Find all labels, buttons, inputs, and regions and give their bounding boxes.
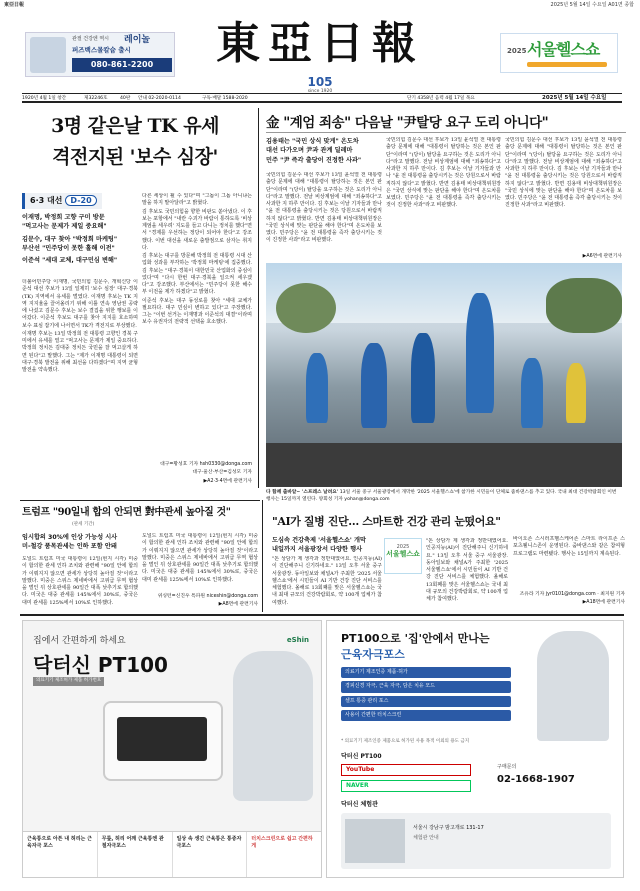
lead-body4: 김 후보도 국민의힘을 향한 비판도 쏟아냈다. 이 후보는 포항에서 "내란 수괴가 바람이 통하도록 '비상 계엄을 세우려' 지도를 들고 다니는 정치를 했다"면서 "경제를 우선하는 정당이 되어야 한다"고 강조했다. 이번 대선을 새로운 출발점으로 삼자는 취지다. <box>142 208 252 251</box>
ad-top-right[interactable] <box>500 33 618 73</box>
trump-related[interactable]: ▶A8면에 관련기사 <box>218 602 258 607</box>
trump-subtitle: (관세 기간) <box>72 522 95 527</box>
ad-benefit-2: 무릎, 허리 어깨 근육통엔 관절자극포스 <box>98 832 173 877</box>
photo-dancer <box>521 358 543 428</box>
ad-r-naver[interactable]: NAVER <box>341 780 471 792</box>
ad-brand: 레이놀 <box>124 35 151 45</box>
ad-tag: 의료기기 제조허가 제품 허가번호 <box>33 677 104 686</box>
trump-sub1: 임시합의 30%에 인상 가능성 시사 <box>22 534 118 541</box>
health-byline: 조유라 기자 jyr0101@donga.com · 최지원 기자 <box>519 592 625 597</box>
photo-trees-right <box>546 278 622 333</box>
column-divider <box>258 108 259 488</box>
section-rule <box>20 500 260 501</box>
lead-body5: 김 후보는 대구를 방문해 박정희 전 대통령 시대 산업화 성과를 부각하는 '박정희 마케팅'에 집중했다. 김 후보는 "대구·경북이 대한민국 산업화의 중심이었다"며 "다시 한번 대구·경북을 일으켜 세우겠다"고 강조했다. 부산에서는 "민주당이 못한 해수부 이전을 제가 하겠다"고 밝혔다. <box>142 253 252 296</box>
lead-body-col2 <box>142 193 252 461</box>
sub1: 이재명, 박정희 고향 구미 방문 <box>22 214 105 221</box>
election-label: 6·3 대선 <box>30 196 63 205</box>
photo-dancer <box>306 353 328 423</box>
ad-top-left[interactable] <box>25 32 175 77</box>
ad-r-showroom-box <box>341 813 611 869</box>
trump-headline[interactable]: 트럼프 "90일내 합의 안되면 對中관세 높아질 것" <box>22 507 231 518</box>
ad-decor-bar <box>527 62 607 67</box>
lead-byline2: 대구·울산·부산=김성모 기자 <box>192 470 252 475</box>
trump-sub2: 미-철강 품목관세는 인하 포함 안돼 <box>22 543 117 551</box>
ad-benefits-row <box>23 831 321 877</box>
tr-body-col3: 국민의힘 김문수 대선 후보가 13일 윤석열 전 대통령 출당 문제에 대해 "대통령이 탈당하는 것은 본인 판단"이라며 "(당이) 탈당을 요구하는 것은 도리가 아니다"라고 말했다. 전날 비상계엄에 대해 "죄송하다"고 사과한 지 하루 만이다. 김 후보는 이날 기자들과 만나 "윤 전 대통령을 출당시키는 것은 당원으로서 바람직하지 않다"고 밝혔다. 반면 김용태 비상대책위원장은 "국민 상식에 맞는 판단을 해야 한다"며 온도차를 보였다. 민주당은 "윤 전 대통령을 즉각 출당시키는 것이 진정한 사과"라고 비판했다. <box>505 137 622 209</box>
health-body-col2: "돈 상담가 제 생각과 정반대였어요. 인공지능(AI)이 진단해주니 신기하네요." 13일 오후 서울 중구 서울광장. 동아일보와 채널A가 주최한 '2025 서울헬스쇼'에서 시민들이 AI 기반 건강 진단 서비스를 체험했다. 올해로 13회째를 맞은 서울헬스쇼는 국내 최대 규모의 건강박람회로, 약 100개 업체가 참여했다. <box>426 538 508 602</box>
photo-dancer <box>361 343 387 428</box>
topbar-right: 2025년 5월 14일 수요일 A01면 종합 <box>550 2 634 8</box>
dday-badge: D-20 <box>65 195 96 206</box>
model-image <box>233 651 313 801</box>
health-related[interactable]: ▶A18면에 관련기사 <box>582 600 625 605</box>
lead-headline-2[interactable]: 격전지된 '보수 심장' <box>52 146 218 168</box>
health-body-col3: 바이오존 스시러프헬스케어존 스마트 라이프존 스포츠웰니스존이 운영된다. 줌바댄스와 같은 참여형 프로그램도 마련됐다. 행사는 15일까지 계속된다. <box>513 536 625 557</box>
ad-title: 서울헬스쇼 <box>527 40 600 59</box>
tr-rule <box>266 132 626 133</box>
trump-body-col1: 도널드 트럼프 미국 대통령이 12일(현지 시각) 미중이 합의한 관세 인하 조치와 관련해 "90일 안에 합의가 이뤄지지 않으면 관세가 상당히 높아질 것"이라고 말했다. 미중은 스위스 제네바에서 고위급 무역 협상을 벌인 뒤 상호관세를 90일간 대폭 낮추기로 합의했다. 미국은 대중 관세를 145%에서 30%로, 중국은 대미 관세를 125%에서 10%로 인하했다. <box>22 556 138 606</box>
ad-r-person <box>537 631 609 741</box>
tr-byline[interactable]: ▶A6면에 관련기사 <box>582 254 622 259</box>
ad-benefit-4: 터치스크린으로 쉽고 간편하게 <box>251 836 313 850</box>
column-divider-2 <box>262 500 263 612</box>
ad-product-title: 닥터신 PT100 <box>33 653 168 677</box>
ad-line1: 관절 건강엔 역시 <box>72 36 109 42</box>
ad-bottom-right[interactable] <box>326 620 624 878</box>
ad-r-phone: 02-1668-1907 <box>497 774 575 785</box>
photo-trees <box>276 283 336 333</box>
trump-byline: 위싱턴=신진우 특파원 niceshin@donga.com <box>157 594 258 599</box>
ad-year: 2025 <box>507 47 527 55</box>
phone: 안내 02-2020-0114 <box>138 95 181 101</box>
device-image <box>103 701 223 781</box>
lunar: 단기 4358년 음력 4월 17일 목요 <box>407 95 475 101</box>
ad-r-address: 서울시 강남구 밤고개로 131-17 <box>413 825 484 831</box>
health-body-col1: "돈 상담가 제 생각과 정반대였어요. 인공지능(AI)이 진단해주니 신기하네요." 13일 오후 서울 중구 서울광장. 동아일보와 채널A가 주최한 '2025 서울헬스쇼'에서 시민들이 AI 기반 건강 진단 서비스를 체험했다. 올해로 13회째를 맞은 서울헬스쇼는 국내 최대 규모의 건강박람회로, 약 100개 업체가 참여했다. <box>272 556 382 606</box>
lead-body1: 더불어민주당 이재명, 국민의힘 김문수, 개혁신당 이준석 대선 후보가 13일 일제히 '보수 심장' 대구·경북(TK) 지역에서 유세를 벌였다. 이재명 후보는 TK 지역 지지율을 끌어올리기 위해 이틀 연속 영남권 공략에 나섰고 김문수 후보는 보수 결집을 위한 행보를 이어갔다. 이준석 후보도 대구를 찾아 지지를 호소하며 보수 표심 잡기에 나서면서 TK가 격전지로 부상했다. <box>22 279 138 329</box>
ad-bottom-left[interactable] <box>22 620 322 878</box>
topbar-left: 東亞日報 <box>4 2 25 8</box>
ad-benefit-3: 일상 속 생긴 근육통은 통증자극포스 <box>173 832 248 877</box>
photo-ground <box>266 443 622 487</box>
ad-r-youtube[interactable]: YouTube <box>341 764 471 776</box>
lead-body6: 이준석 후보는 대구 동성로를 찾아 "세대 교체가 필요하다. 대구 민심이 변하고 있다"고 주장했다. 그는 "이번 선거는 이재명과 이준석의 대결"이라며 보수 유권자의 전략적 선택을 호소했다. <box>142 297 252 326</box>
photo-dancer <box>411 333 435 423</box>
ad-r-note: * 의료기기 제조인증 제품으로 허가된 사용 목적 이외의 용도 금지 <box>341 739 470 744</box>
health-sub1: 도심속 건강축제 '서울헬스쇼' 개막 <box>272 537 366 544</box>
lead-body3: 다른 세상이 될 수 있다"며 "그놈이 그놈 아니냐는 말을 하지 말아달라"고 밝혔다. <box>142 193 252 207</box>
anniversary-badge: 105 <box>307 75 333 89</box>
photo-dancer <box>566 363 586 423</box>
date: 2025년 5월 14일 수요일 <box>542 95 607 101</box>
tr-headline[interactable]: 金 "계엄 죄송" 다음날 "尹탈당 요구 도리 아니다" <box>266 115 549 131</box>
tr-sub3: 민주 "尹 즉각 출당이 진정한 사과" <box>266 156 362 164</box>
zumba-photo <box>266 263 622 487</box>
ad-phone: 080-861-2200 <box>72 58 172 72</box>
election-badge <box>22 193 102 209</box>
since-label: since 1920 <box>307 89 333 94</box>
sub2: 김문수, 대구 찾아 "박정희 마케팅" <box>22 235 118 243</box>
tr-body-col2: 국민의힘 김문수 대선 후보가 13일 윤석열 전 대통령 출당 문제에 대해 "대통령이 탈당하는 것은 본인 판단"이라며 "(당이) 탈당을 요구하는 것은 도리가 아니다"라고 말했다. 전날 비상계엄에 대해 "죄송하다"고 사과한 지 하루 만이다. 김 후보는 이날 기자들과 만나 "윤 전 대통령을 출당시키는 것은 당원으로서 바람직하지 않다"고 밝혔다. 반면 김용태 비상대책위원장은 "국민 상식에 맞는 판단을 해야 한다"며 온도차를 보였다. 민주당은 "윤 전 대통령을 즉각 출당시키는 것이 진정한 사과"라고 비판했다. <box>386 137 501 209</box>
lead-subheads <box>22 213 142 265</box>
health-subheads <box>272 536 392 555</box>
ad-benefit-1: 근육통으로 아픈 내 허리는 근육자극 포스 <box>23 832 98 877</box>
ad-r-showroom: 닥터신 체험관 <box>341 801 378 808</box>
lead-body-col1 <box>22 279 138 479</box>
health-sub2: 내일까지 서울광장서 다양한 행사 <box>272 546 363 554</box>
ad-feature-4: 사용이 간편한 터치스크린 <box>341 710 511 721</box>
pages: 40판 <box>120 95 131 101</box>
trump-body-col2: 도널드 트럼프 미국 대통령이 12일(현지 시각) 미중이 합의한 관세 인하 조치와 관련해 "90일 안에 합의가 이뤄지지 않으면 관세가 상당히 높아질 것"이라고 말했다. 미중은 스위스 제네바에서 고위급 무역 협상을 벌인 뒤 상호관세를 90일간 대폭 낮추기로 합의했다. 미국은 대중 관세를 145%에서 30%로, 중국은 대미 관세를 125%에서 10%로 인하했다. <box>142 533 258 583</box>
ad-r-title1: PT100으로 '집'안에서 만나는 <box>341 632 490 645</box>
top-bar <box>0 0 640 10</box>
trump-subheads <box>22 533 142 552</box>
ad-r-features <box>341 667 511 721</box>
sub2b: 부산선 "민주당이 못한 홀해 이전" <box>22 244 115 252</box>
ad-feature-3: 셀프 통증 관리 포스 <box>341 696 511 707</box>
sub3: 이준석 "세대 교체, 대구민심 변해" <box>22 257 118 265</box>
masthead-title: 東亞日報 <box>216 18 424 69</box>
info-bar <box>22 93 622 103</box>
health-logo <box>384 538 422 574</box>
tr-sub2: 대선 다가오며 尹과 관계 딜레마 <box>266 147 353 155</box>
subscribe: 구독·배달 1588-2020 <box>202 95 248 101</box>
health-logo-title: 서울헬스쇼 <box>386 550 420 559</box>
lead-related[interactable]: ▶A2·3·4면에 관련기사 <box>203 479 252 484</box>
ad-feature-2: 경피신경 자극, 근육 자극, 담은 치유 모드 <box>341 681 511 692</box>
device-screen <box>117 717 207 761</box>
ad-r-title2: 근육자극포스 <box>341 648 405 661</box>
lead-headline-1[interactable]: 3명 같은날 TK 유세 <box>51 115 219 137</box>
tr-subheads <box>266 137 386 165</box>
ad-line2: 퍼즈백스몰칼슘 출시 <box>72 46 131 54</box>
ad-r-showroom-photo <box>345 819 405 863</box>
ad-r-phone-label: 구매문의 <box>497 764 517 770</box>
ad-brand-logo: eShin <box>286 636 309 644</box>
lead-body2: 이재명 후보는 13일 박정희 전 대통령 고향인 경북 구미에서 유세를 열고 "먹고사는 문제가 제일 중요하다. 박정희 정치든 김대중 정치든 국민을 잘 먹고살게 하면 된다"고 말했다. 그는 "제가 이재명 대통령이 되면 대구·경북 발전을 위해 최선을 다하겠다"며 지역 균형 발전을 약속했다. <box>22 330 138 373</box>
ad-r-search-label: 닥터신 PT100 <box>341 753 382 760</box>
ad-kicker: 집에서 간편하게 하세요 <box>33 636 126 646</box>
issue: 제32246호 <box>84 95 108 101</box>
lead-byline1: 대구=황성호 기자 hsh0330@donga.com <box>160 462 252 467</box>
sub1b: "먹고사는 문제가 제일 중요해" <box>22 223 107 231</box>
tr-body-col1: 국민의힘 김문수 대선 후보가 13일 윤석열 전 대통령 출당 문제에 대해 "대통령이 탈당하는 것은 본인 판단"이라며 "(당이) 탈당을 요구하는 것은 도리가 아니다"라고 말했다. 전날 비상계엄에 대해 "죄송하다"고 사과한 지 하루 만이다. 김 후보는 이날 기자들과 만나 "윤 전 대통령을 출당시키는 것은 당원으로서 바람직하지 않다"고 밝혔다. 반면 김용태 비상대책위원장은 "국민 상식에 맞는 판단을 해야 한다"며 온도차를 보였다. 민주당은 "윤 전 대통령을 즉각 출당시키는 것이 진정한 사과"라고 비판했다. <box>266 172 382 244</box>
caption-text: 13일 서울 중구 서울광장에서 개막한 '2025 서울헬스쇼'에 참가한 시민들이 단체로 줌바댄스를 추고 있다. 국내 최대 건강박람회인 이번 행사는 15일까지 열린다. 양회성 기자 yohan@donga.com <box>266 490 617 503</box>
ad-r-address2: 체험관 안내 <box>413 835 439 841</box>
health-headline[interactable]: "AI가 질병 진단… 스마트한 건강 관리 눈떴어요" <box>272 515 501 528</box>
tr-sub1: 김용태는 "국민 상식 맞게" 온도차 <box>266 138 359 145</box>
caption-title: 다 함께 출바알~ '스프레스 날려요' <box>266 490 339 495</box>
photo-caption <box>266 489 622 503</box>
founded: 1920년 4월 1일 창간 <box>22 95 67 101</box>
ad-feature-1: 의료기기 제조인증 제품·허가 <box>341 667 511 678</box>
photo-lead-dancer <box>466 293 494 413</box>
health-logo-year: 2025 <box>396 544 410 550</box>
ad-divider <box>20 614 624 616</box>
ad-person-image <box>30 37 66 73</box>
